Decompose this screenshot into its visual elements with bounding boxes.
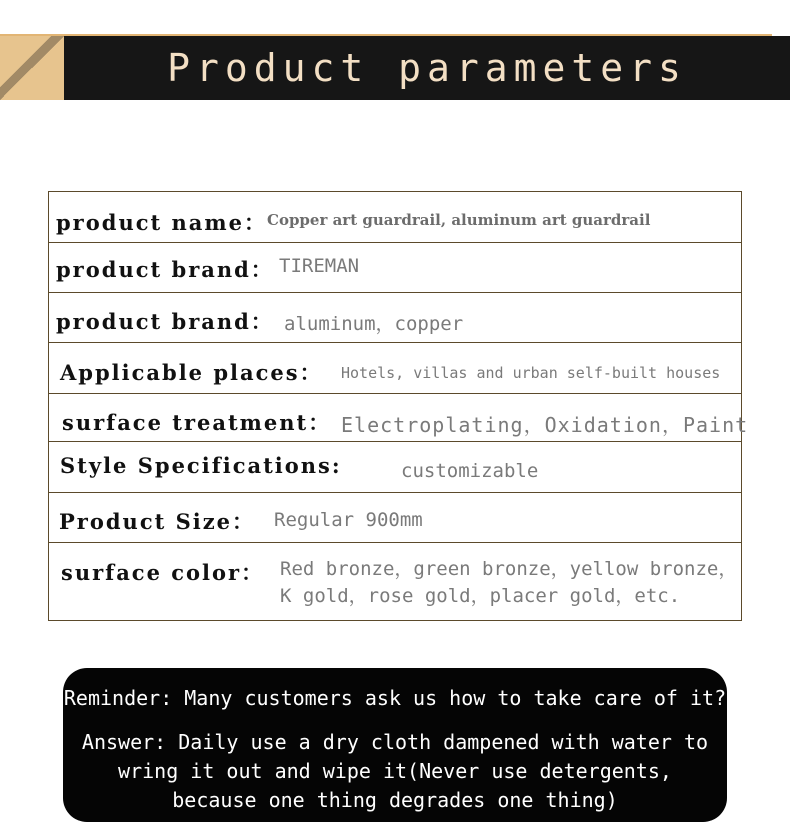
param-row-style-specifications	[49, 442, 741, 493]
param-label: Product Size：	[59, 509, 256, 534]
param-value: Copper art guardrail, aluminum art guardrail	[267, 211, 651, 229]
param-label: Applicable places：	[60, 360, 323, 385]
reminder-answer-line: Answer: Daily use a dry cloth dampened with water to	[81, 730, 709, 754]
param-value: Hotels, villas and urban self-built houses	[341, 364, 721, 382]
param-value: aluminum，copper	[284, 313, 464, 335]
param-row-material	[49, 293, 741, 343]
care-reminder-box	[63, 668, 727, 822]
param-value: customizable	[401, 460, 539, 482]
page-title: Product parameters	[167, 46, 687, 90]
param-row-product-brand	[49, 243, 741, 293]
reminder-answer	[63, 728, 727, 815]
parameters-table	[48, 191, 749, 621]
param-row-surface-color	[49, 543, 741, 620]
param-row-surface-treatment	[49, 394, 749, 442]
reminder-answer-line: because one thing degrades one thing)	[172, 788, 618, 812]
param-label: product brand：	[56, 257, 274, 282]
reminder-answer-line: wring it out and wipe it(Never use detergents,	[118, 759, 672, 783]
param-value: TIREMAN	[279, 255, 360, 277]
param-value: Regular 900mm	[274, 509, 423, 531]
param-row-product-size	[49, 493, 741, 543]
param-row-product-name	[49, 192, 741, 243]
param-label: surface color：	[61, 560, 265, 585]
param-value: Electroplating，Oxidation，Paint	[341, 413, 749, 437]
header-banner	[0, 34, 790, 100]
reminder-question: Reminder: Many customers ask us how to take care of it?	[63, 686, 727, 710]
param-row-applicable-places	[49, 343, 741, 394]
param-value-line: Red bronze，green bronze，yellow bronze，	[280, 558, 738, 580]
param-label: product brand：	[56, 309, 274, 334]
param-value-line: K gold，rose gold，placer gold，etc.	[280, 585, 681, 607]
param-label: surface treatment：	[62, 410, 332, 435]
param-value	[280, 556, 737, 610]
param-label: product name：	[56, 210, 267, 235]
banner-gold-stripe	[0, 36, 64, 100]
param-label: Style Specifications:	[60, 453, 342, 478]
